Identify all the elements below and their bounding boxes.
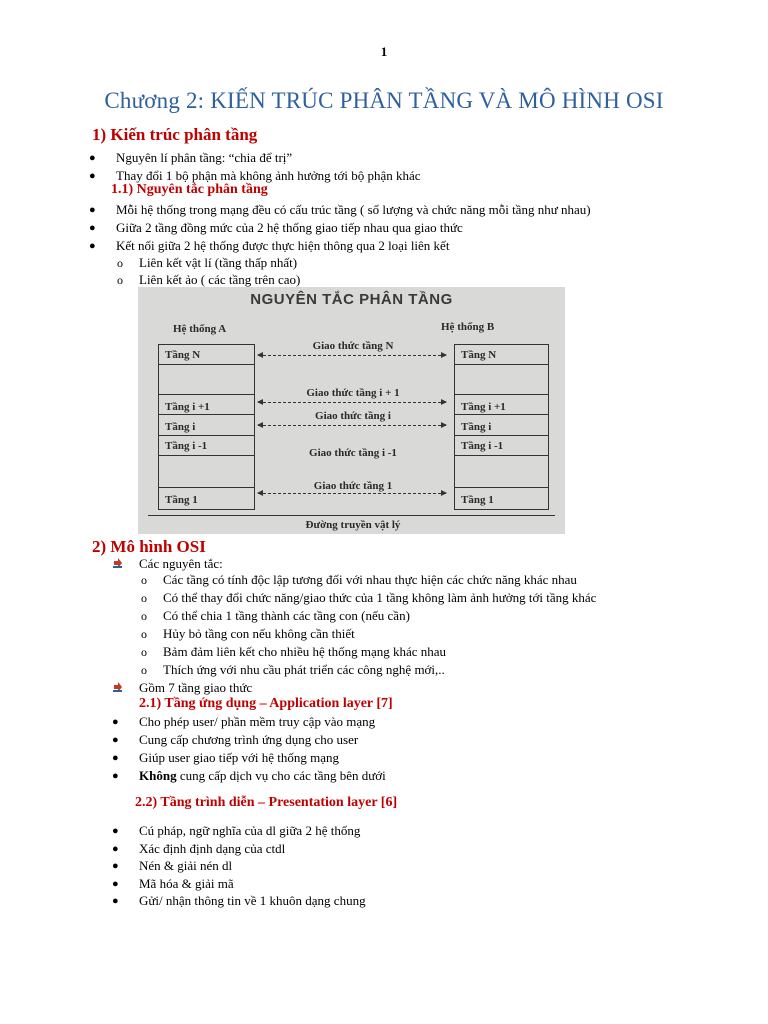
protocol-label: Giao thức tầng i -1: [309, 447, 397, 459]
list-item: ● Cú pháp, ngữ nghĩa của dl giữa 2 hệ thống: [112, 823, 361, 838]
physical-line: [148, 515, 555, 516]
list-item: ● Mã hóa & giải mã: [112, 876, 234, 891]
sub-list-item: o Thích ứng với nhu cầu phát triển các công nghệ mới,..: [141, 662, 445, 677]
bullet-icon: ●: [89, 204, 96, 216]
sub-list-item: o Có thể thay đổi chức năng/giao thức của 1 tầng không làm ảnh hưởng tới tầng khác: [141, 590, 597, 605]
system-b-stack: [454, 344, 549, 510]
arrow-bullet-icon: [113, 558, 123, 568]
list-item: ● Xác định định dạng của ctdl: [112, 841, 286, 856]
layer-cell: Tầng 1: [461, 494, 494, 506]
subsection-heading: 2.1) Tầng ứng dụng – Application layer [7]: [139, 696, 393, 711]
protocol-label: Giao thức tầng N: [312, 340, 394, 352]
sub-list-item: o Hủy bỏ tầng con nếu không cần thiết: [141, 626, 355, 641]
system-b-label: Hệ thống B: [441, 321, 495, 333]
list-item: ● Nén & giải nén dl: [112, 858, 233, 873]
list-item: ● Gửi/ nhận thông tin về 1 khuôn dạng chung: [112, 893, 366, 908]
bullet-icon: ●: [112, 734, 119, 746]
bullet-icon: ●: [112, 878, 119, 890]
circle-bullet-icon: o: [141, 663, 147, 677]
layer-cell: Tầng 1: [165, 494, 198, 506]
sub-list-item: o Bảm đảm liên kết cho nhiều hệ thống mạng khác nhau: [141, 644, 447, 659]
list-item: Các nguyên tắc:: [139, 556, 223, 572]
list-item: ● Cung cấp chương trình ứng dụng cho user: [112, 732, 359, 747]
section2-heading: 2) Mô hình OSI: [92, 537, 206, 556]
protocol-label: Giao thức tầng 1: [313, 480, 393, 492]
bullet-icon: ●: [89, 222, 96, 234]
circle-bullet-icon: o: [117, 273, 123, 287]
chapter-title: Chương 2: KIẾN TRÚC PHÂN TẦNG VÀ MÔ HÌNH OSI: [104, 88, 664, 113]
list-item: Gồm 7 tầng giao thức: [139, 680, 252, 696]
system-a-label: Hệ thống A: [173, 323, 227, 335]
list-item: ● Không cung cấp dịch vụ cho các tầng bên dưới: [112, 768, 386, 783]
subsection-heading: 1.1) Nguyên tắc phân tầng: [111, 182, 268, 197]
circle-bullet-icon: o: [141, 573, 147, 587]
layer-cell: Tầng N: [455, 345, 548, 365]
sub-list-item: o Liên kết ảo ( các tầng trên cao): [117, 272, 301, 287]
circle-bullet-icon: o: [141, 645, 147, 659]
diagram-title: NGUYÊN TẮC PHÂN TẦNG: [250, 291, 453, 308]
list-item: ● Kết nối giữa 2 hệ thống được thực hiện thông qua 2 loại liên kết: [89, 238, 450, 253]
layer-cell: Tầng i +1: [159, 395, 254, 415]
protocol-arrow: [258, 355, 446, 356]
layer-cell-blank: [455, 456, 548, 488]
bullet-icon: ●: [89, 240, 96, 252]
section1-heading: 1) Kiến trúc phân tầng: [92, 125, 258, 144]
sub-list-item: o Các tầng có tính độc lập tương đối với nhau thực hiện các chức năng khác nhau: [141, 572, 577, 587]
bullet-icon: ●: [89, 170, 96, 182]
layer-cell: Tầng N: [159, 345, 254, 365]
bullet-icon: ●: [112, 860, 119, 872]
page-number: 1: [380, 44, 388, 59]
protocol-arrow: [258, 425, 446, 426]
layer-cell: Tầng i: [455, 415, 548, 436]
layer-cell: Tầng i: [159, 415, 254, 436]
bullet-icon: ●: [112, 752, 119, 764]
circle-bullet-icon: o: [141, 609, 147, 623]
protocol-label: Giao thức tầng i: [315, 410, 391, 422]
bullet-icon: ●: [112, 843, 119, 855]
circle-bullet-icon: o: [141, 591, 147, 605]
layer-cell: Tầng i -1: [159, 436, 254, 456]
subsection-heading: 2.2) Tầng trình diễn – Presentation layer [6]: [135, 795, 398, 810]
circle-bullet-icon: o: [141, 627, 147, 641]
layer-cell-blank: [159, 365, 254, 395]
protocol-arrow: [258, 402, 446, 403]
layer-cell: Tầng i +1: [455, 395, 548, 415]
list-item: ● Mỗi hệ thống trong mạng đều có cấu trúc tầng ( số lượng và chức năng mỗi tầng như nhau): [89, 202, 591, 217]
protocol-arrow: [258, 493, 446, 494]
list-item: ● Thay đổi 1 bộ phận mà không ảnh hưởng tới bộ phận khác: [89, 168, 421, 183]
layer-cell: Tầng i -1: [455, 436, 548, 456]
circle-bullet-icon: o: [117, 256, 123, 270]
physical-label: Đường truyền vật lý: [305, 519, 401, 531]
sub-list-item: o Liên kết vật lí (tầng thấp nhất): [117, 255, 298, 270]
bullet-icon: ●: [112, 895, 119, 907]
bullet-icon: ●: [112, 825, 119, 837]
layer-cell-blank: [159, 456, 254, 488]
list-item: ● Cho phép user/ phần mềm truy cập vào mạng: [112, 714, 376, 729]
bullet-icon: ●: [112, 716, 119, 728]
sub-list-item: o Có thể chia 1 tầng thành các tầng con (nếu cần): [141, 608, 410, 623]
layer-cell-blank: [455, 365, 548, 395]
list-item: ● Giữa 2 tầng đồng mức của 2 hệ thống giao tiếp nhau qua giao thức: [89, 220, 463, 235]
list-item: ● Giúp user giao tiếp với hệ thống mạng: [112, 750, 340, 765]
layering-diagram: [138, 287, 565, 534]
bullet-icon: ●: [112, 770, 119, 782]
arrow-bullet-icon: [113, 682, 123, 692]
list-item: ● Nguyên lí phân tầng: “chia để trị”: [89, 150, 293, 165]
protocol-label: Giao thức tầng i + 1: [306, 387, 400, 399]
system-a-stack: [158, 344, 255, 510]
bullet-icon: ●: [89, 152, 96, 164]
